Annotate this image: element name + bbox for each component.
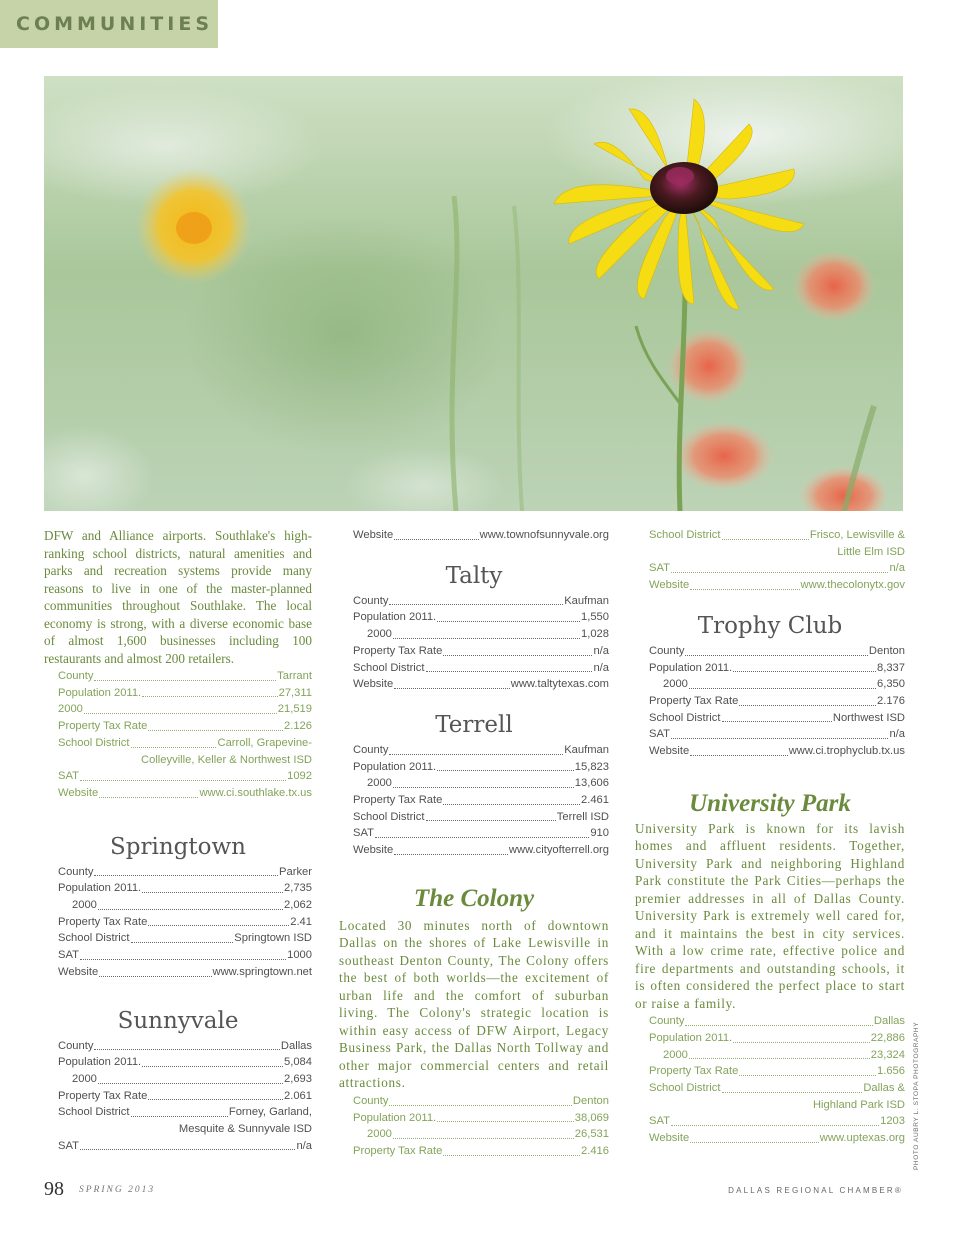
stat-row: Property Tax Rate 1.656	[649, 1065, 905, 1078]
wildflower-photo	[44, 76, 903, 511]
stat-row: Property Tax Rate 2.41	[58, 915, 312, 928]
stat-row: School District Terrell ISD	[353, 810, 609, 823]
stat-row: 2000 26,531	[367, 1128, 609, 1141]
the-colony-body-text: Located 30 minutes north of downtown Dallas on the shores of Lake Lewisville in southeast Denton County, The Colony offers the best of both worlds—the excitement of urban life and the comfort of suburban living. The Colony's strategic location is within easy access of DFW Airport, Legacy Business Park, the Dallas North Tollway and other major commercial centers and retail attractions.	[339, 917, 609, 1091]
springtown-stats	[44, 864, 312, 981]
stat-row: Website www.uptexas.org	[649, 1132, 905, 1145]
stat-row: Population 2011. 8,337	[649, 661, 905, 674]
university-park-stats	[635, 1013, 905, 1147]
section-label: COMMUNITIES	[16, 13, 214, 35]
stat-row: SAT 1203	[649, 1115, 905, 1128]
stat-row: Property Tax Rate 2.061	[58, 1089, 312, 1102]
sunnyvale-stats	[44, 1038, 312, 1155]
southlake-stats	[44, 668, 312, 802]
stat-row: Website www.thecolonytx.gov	[649, 579, 905, 592]
stat-row: County Tarrant	[58, 670, 312, 682]
stat-row: School District Carroll, Grapevine-	[58, 736, 312, 749]
stat-row: County Dallas	[58, 1039, 312, 1052]
page-number: 98	[44, 1178, 64, 1200]
stat-row: Population 2011. 5,084	[58, 1056, 312, 1069]
town-heading-sunnyvale: Sunnyvale	[117, 1007, 239, 1034]
stat-row: County Dallas	[649, 1015, 905, 1028]
the-colony-stats-continued	[635, 527, 905, 594]
stat-row: Website www.taltytexas.com	[353, 678, 609, 691]
stat-continuation: Colleyville, Keller & Northwest ISD	[141, 753, 312, 766]
trophy-club-stats	[635, 643, 905, 760]
stat-row: SAT 910	[353, 827, 609, 840]
stat-row: Population 2011. 22,886	[649, 1031, 905, 1044]
stat-continuation: Little Elm ISD	[837, 545, 905, 558]
stat-continuation: Highland Park ISD	[812, 1098, 905, 1111]
stat-row: 2000 23,324	[663, 1048, 905, 1061]
stat-row: SAT 1092	[58, 770, 312, 783]
stat-row: Property Tax Rate n/a	[353, 644, 609, 657]
stat-row: Property Tax Rate 2.461	[353, 794, 609, 807]
publisher-label: DALLAS REGIONAL CHAMBER®	[728, 1186, 903, 1195]
stat-row: School District Springtown ISD	[58, 932, 312, 945]
stat-continuation: Mesquite & Sunnyvale ISD	[178, 1123, 312, 1136]
stat-row: 2000 2,693	[72, 1072, 312, 1085]
sunnyvale-stats-continued	[339, 527, 609, 544]
stat-row: SAT 1000	[58, 949, 312, 962]
stat-row: Property Tax Rate 2.126	[58, 720, 312, 733]
town-heading-talty: Talty	[445, 562, 503, 589]
issue-label: SPRING 2013	[79, 1185, 156, 1195]
stat-row: Website www.townofsunnyvale.org	[353, 529, 609, 541]
stat-row: School District Dallas &	[649, 1082, 905, 1095]
stat-row: County Parker	[58, 865, 312, 878]
stat-row: County Denton	[353, 1094, 609, 1107]
stat-row: 2000 1,028	[367, 628, 609, 641]
stat-row: Website www.ci.trophyclub.tx.us	[649, 745, 905, 758]
stat-row: Population 2011. 38,069	[353, 1111, 609, 1124]
stat-row: SAT n/a	[649, 728, 905, 741]
town-heading-university-park: University Park	[689, 789, 851, 817]
stat-row: Population 2011. 1,550	[353, 611, 609, 624]
town-heading-the-colony: The Colony	[413, 884, 535, 912]
stat-row: Population 2011. 2,735	[58, 882, 312, 895]
column-middle	[339, 527, 609, 1160]
stat-row: Population 2011. 15,823	[353, 760, 609, 773]
stat-row: Website www.cityofterrell.org	[353, 844, 609, 857]
stat-row: Property Tax Rate 2.176	[649, 694, 905, 707]
town-heading-springtown: Springtown	[110, 833, 246, 860]
stat-row: County Kaufman	[353, 743, 609, 756]
stat-row: Website www.springtown.net	[58, 965, 312, 978]
stat-row: SAT n/a	[58, 1139, 312, 1152]
stat-row: Property Tax Rate 2.416	[353, 1144, 609, 1157]
hero-photo	[44, 76, 903, 511]
the-colony-stats	[339, 1093, 609, 1160]
stat-row: 2000 2,062	[72, 899, 312, 912]
column-right	[635, 527, 905, 1147]
stat-row: School District Northwest ISD	[649, 711, 905, 724]
stat-row: 2000 13,606	[367, 777, 609, 790]
town-heading-trophy-club: Trophy Club	[697, 612, 843, 639]
stat-row: 2000 6,350	[663, 678, 905, 691]
southlake-body-text: DFW and Alliance airports. Southlake's high-ranking school districts, natural amenities and parks and recreation systems provide many reasons to live in one of the master-planned communities throughout Southlake. The local economy is strong, with a diverse economic base of almost 1,600 businesses including 100 restaurants and almost 200 retailers.	[44, 528, 312, 666]
stat-row: Population 2011. 27,311	[58, 686, 312, 699]
section-label-tab	[0, 0, 218, 48]
town-heading-terrell: Terrell	[435, 711, 513, 738]
stat-row: School District n/a	[353, 661, 609, 674]
talty-stats	[339, 593, 609, 693]
stat-row: Website www.ci.southlake.tx.us	[58, 786, 312, 799]
stat-row: County Kaufman	[353, 594, 609, 607]
stat-row: School District Frisco, Lewisville &	[649, 529, 905, 541]
photo-credit: PHOTO AUBRY L. STOPA PHOTOGRAPHY	[913, 1021, 920, 1170]
stat-row: County Denton	[649, 644, 905, 657]
stat-row: School District Forney, Garland,	[58, 1106, 312, 1119]
university-park-body-text: University Park is known for its lavish homes and affluent residents. Together, University Park and neighboring Highland Park constitute the Park Cities—perhaps the premier addresses in all of Dallas County. University Park is extremely well cared for, and it maintains the best in city services. With a low crime rate, effective police and fire departments and outstanding schools, it is often considered the perfect place to start or raise a family.	[635, 820, 905, 1011]
terrell-stats	[339, 742, 609, 859]
column-left	[44, 527, 312, 1154]
stat-row: 2000 21,519	[58, 703, 312, 716]
stat-row: SAT n/a	[649, 562, 905, 575]
